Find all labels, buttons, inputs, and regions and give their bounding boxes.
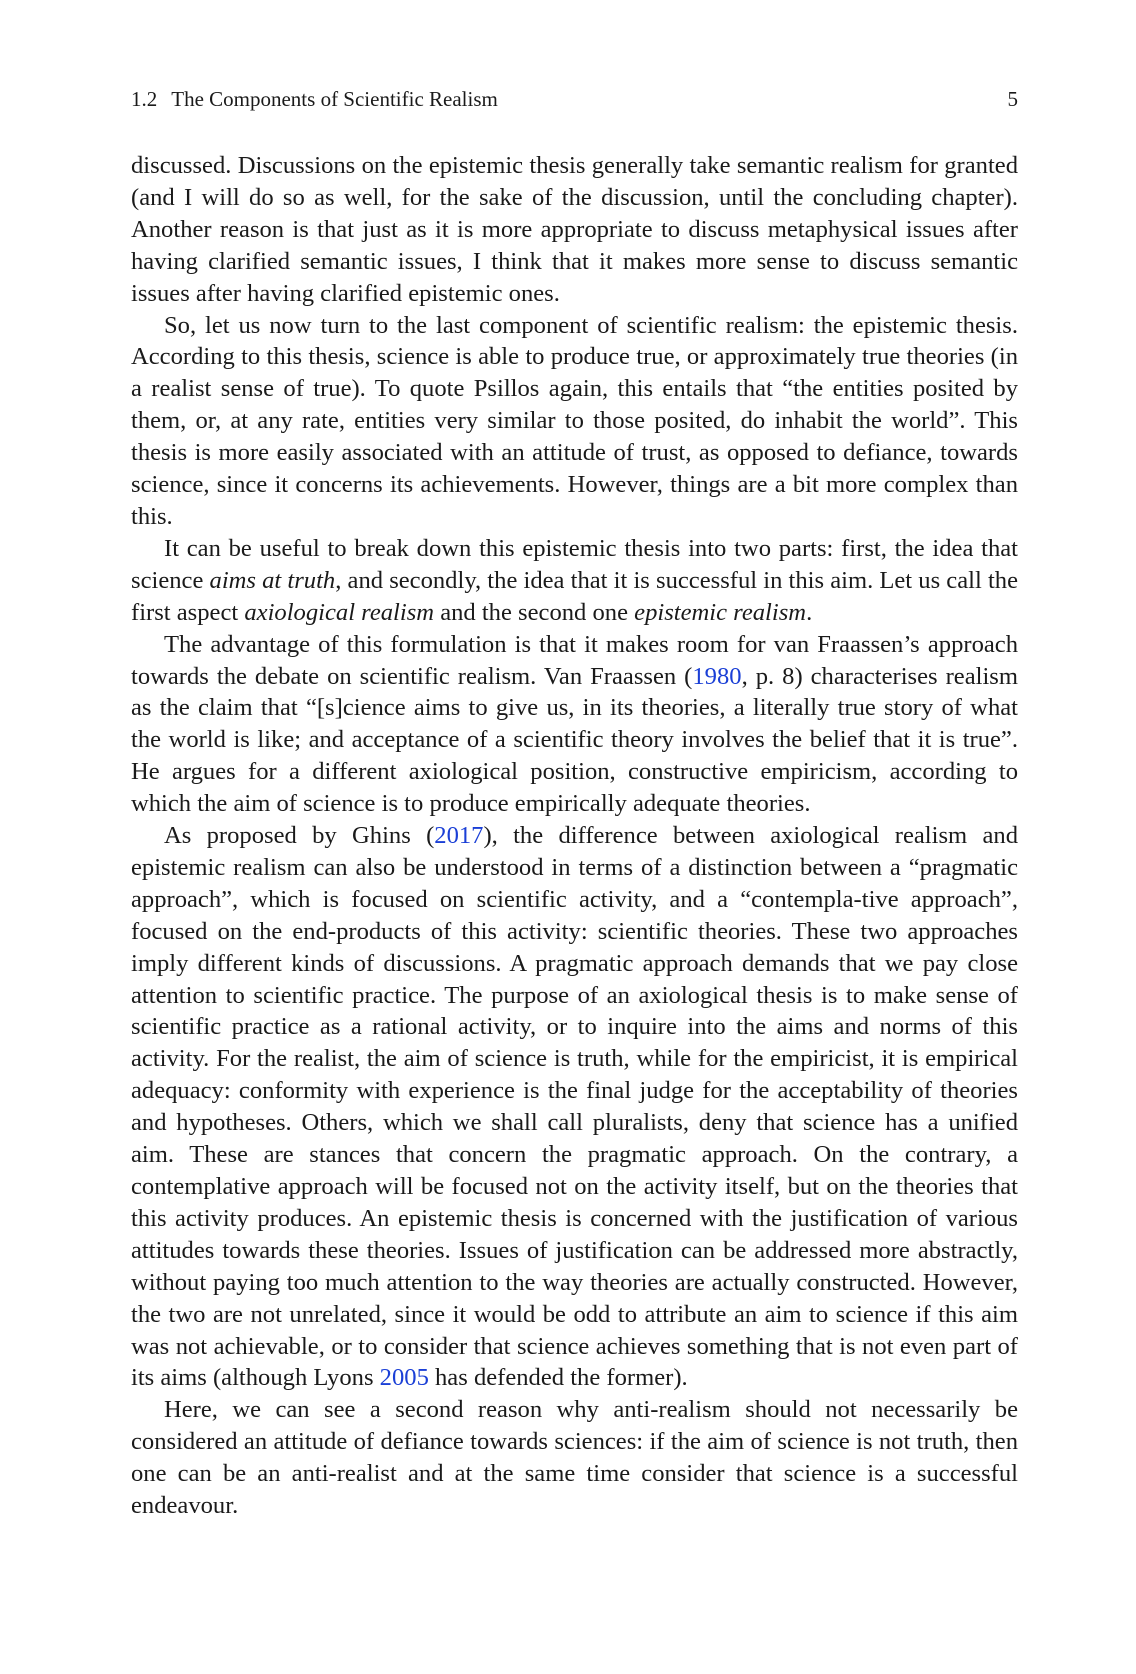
paragraph-3-text-1: It can be useful to break down this epistemic thesis into two parts: first, the idea that science [131, 534, 1018, 594]
paragraph-4-text-1: The advantage of this formulation is that it makes room for van Fraassen’s approach towards the debate on scientific realism. Van Fraassen ( [131, 630, 1018, 690]
section-title: The Components of Scientific Realism [171, 87, 498, 111]
paragraph-4-text-2: , p. 8) characterises realism as the claim that “[s]cience aims to give us, in its theories, a literally true story of what the world is like; and acceptance of a scientific theory involves the belief that it is true”. He argues for a different axiological position, constructive empiricism, according to which the aim of science is to produce empirically adequate theories. [131, 662, 1018, 818]
paragraph-3-text-3: and the second one [434, 598, 635, 626]
emphasis-epistemic-realism: epistemic realism [634, 598, 807, 626]
paragraph-3-text-4: . [806, 598, 813, 626]
section-number: 1.2 [131, 87, 158, 111]
citation-link-2005[interactable]: 2005 [379, 1364, 429, 1392]
paragraph-5-text-3: has defended the former). [428, 1364, 688, 1392]
paragraph-6: Here, we can see a second reason why anti-realism should not necessarily be considered an attitude of defiance towards sciences: if the aim of science is not truth, then one can be an anti-realist and at the same time consider that science is a successful endeavour. [131, 1396, 1018, 1520]
running-head [131, 84, 1018, 114]
paragraph-3-text-2: , and secondly, the idea that it is successful in this aim. Let us call the first aspect [131, 566, 1018, 626]
page-number: 5 [1007, 87, 1018, 111]
paragraph-3 [131, 533, 1018, 629]
body-text [131, 150, 1018, 1522]
paragraph-4 [131, 629, 1018, 820]
emphasis-aims-at-truth: aims at truth [209, 566, 336, 594]
running-head-section [131, 84, 498, 114]
citation-link-1980[interactable]: 1980 [692, 662, 742, 690]
paragraph-5-text-1: As proposed by Ghins ( [164, 822, 435, 850]
paragraph-5 [131, 820, 1018, 1394]
citation-link-2017[interactable]: 2017 [434, 822, 484, 850]
emphasis-axiological-realism: axiological realism [244, 598, 435, 626]
paragraph-5-text-2: ), the difference between axiological realism and epistemic realism can also be understood in terms of a distinction between a “pragmatic approach”, which is focused on scientific activity, and a “contempla-tive approach”, focused on the end-products of this activity: scientific theories. These two approaches imply different kinds of discussions. A pragmatic approach demands that we pay close attention to scientific practice. The purpose of an axiological thesis is to make sense of scientific practice as a rational activity, or to inquire into the aims and norms of this activity. For the realist, the aim of science is truth, while for the empiricist, it is empirical adequacy: conformity with experience is the final judge for the acceptability of theories and hypotheses. Others, which we shall call pluralists, deny that science has a unified aim. These are stances that concern the pragmatic approach. On the contrary, a contemplative approach will be focused not on the activity itself, but on the theories that this activity produces. An epistemic thesis is concerned with the justification of various attitudes towards these theories. Issues of justification can be addressed more abstractly, without paying too much attention to the way theories are actually constructed. However, the two are not unrelated, since it would be odd to attribute an aim to science if this aim was not achievable, or to consider that science achieves something that is not even part of its aims (although Lyons [131, 822, 1018, 1392]
paragraph-1: discussed. Discussions on the epistemic thesis generally take semantic realism for granted (and I will do so as well, for the sake of the discussion, until the concluding chapter). Another reason is that just as it is more appropriate to discuss metaphysical issues after having clarified semantic issues, I think that it makes more sense to discuss semantic issues after having clarified epistemic ones. [131, 152, 1018, 307]
paragraph-2: So, let us now turn to the last component of scientific realism: the epistemic thesis. According to this thesis, science is able to produce true, or approximately true theories (in a realist sense of true). To quote Psillos again, this entails that “the entities posited by them, or, at any rate, entities very similar to those posited, do inhabit the world”. This thesis is more easily associated with an attitude of trust, as opposed to defiance, towards science, since it concerns its achievements. However, things are a bit more complex than this. [131, 311, 1018, 530]
